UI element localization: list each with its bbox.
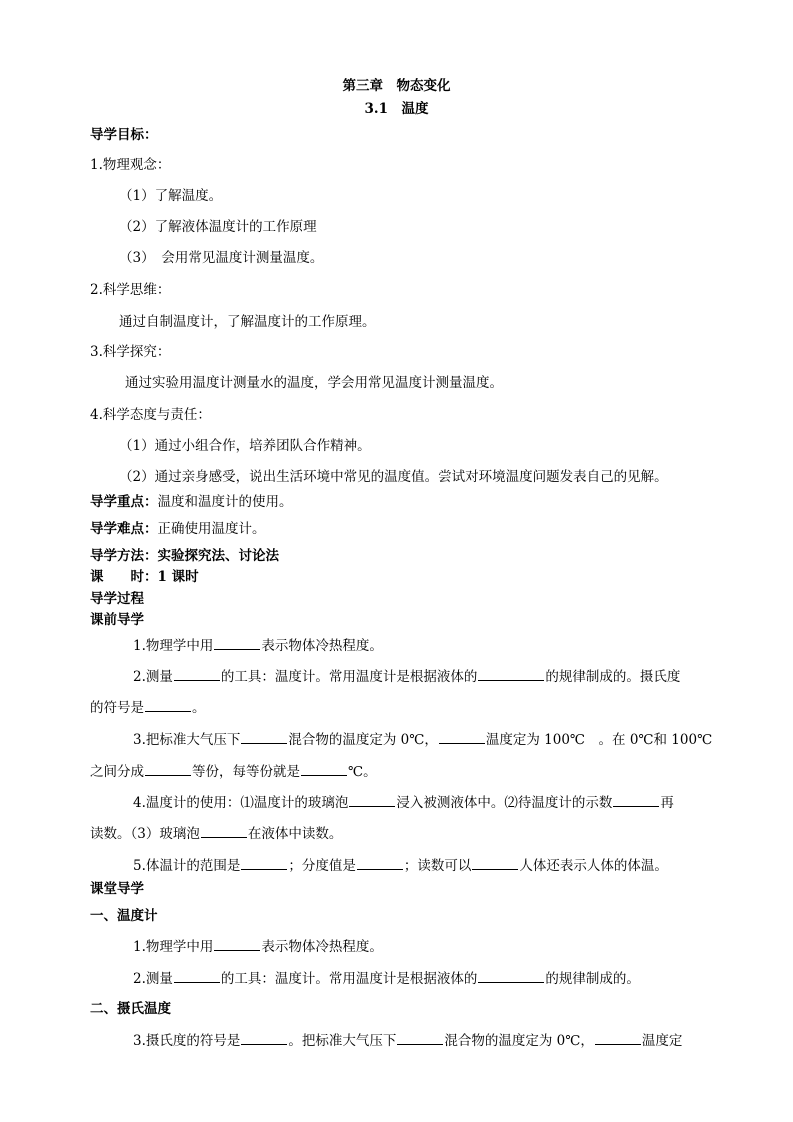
answer-blank[interactable] bbox=[214, 636, 260, 650]
pre-question-2 bbox=[133, 667, 680, 686]
question-text: 混合物的温度定为 0℃， bbox=[444, 1033, 594, 1049]
answer-blank[interactable] bbox=[145, 762, 191, 776]
question-text: 表示物体冷热程度。 bbox=[261, 638, 383, 654]
question-text: 的符号是 bbox=[90, 700, 144, 716]
difficulty-label: 导学难点： bbox=[90, 521, 158, 537]
question-text: 的规律制成的。 bbox=[545, 971, 640, 987]
chapter-title: 第三章 物态变化 bbox=[342, 78, 451, 94]
question-text: 5.体温计的范围是 bbox=[133, 858, 241, 874]
question-text: ；分度值是 bbox=[288, 858, 356, 874]
question-text: 的规律制成的。摄氏度 bbox=[545, 669, 681, 685]
method-line: 导学方法：实验探究法、讨论法 bbox=[90, 548, 279, 564]
answer-blank[interactable] bbox=[595, 1031, 641, 1045]
question-text: 1.物理学中用 bbox=[133, 939, 214, 955]
question-text: 。 bbox=[192, 700, 206, 716]
question-text: 。把标准大气压下 bbox=[288, 1033, 397, 1049]
answer-blank[interactable] bbox=[439, 730, 485, 744]
question-text: 2.测量 bbox=[133, 971, 173, 987]
question-text: ；读数可以 bbox=[403, 858, 472, 874]
pre-question-3 bbox=[133, 730, 712, 749]
question-text: 4.温度计的使用：⑴温度计的玻璃泡 bbox=[133, 795, 349, 811]
goal-category-4: 4.科学态度与责任： bbox=[90, 407, 211, 423]
process-heading: 导学过程 bbox=[90, 591, 144, 607]
goal-category-3: 3.科学探究： bbox=[90, 344, 171, 360]
question-text: 在液体中读数。 bbox=[247, 826, 343, 842]
question-text: 之间分成 bbox=[90, 764, 144, 780]
question-text: 3.把标准大气压下 bbox=[133, 732, 241, 748]
answer-blank[interactable] bbox=[241, 856, 287, 870]
answer-blank[interactable] bbox=[349, 793, 395, 807]
answer-blank[interactable] bbox=[174, 667, 220, 681]
pre-question-3-cont bbox=[90, 762, 377, 781]
goal-item: （1）了解温度。 bbox=[119, 188, 223, 204]
class-question-1 bbox=[133, 937, 383, 956]
answer-blank[interactable] bbox=[214, 937, 260, 951]
section-title: 3.1 温度 bbox=[364, 101, 429, 117]
question-text: 温度定 bbox=[641, 1033, 683, 1049]
goal-item: （3） 会用常见温度计测量温度。 bbox=[119, 250, 324, 266]
difficulty-point bbox=[90, 520, 266, 538]
question-text: 再 bbox=[660, 795, 674, 811]
answer-blank[interactable] bbox=[357, 856, 403, 870]
goal-item: （2）了解液体温度计的工作原理 bbox=[119, 219, 317, 235]
answer-blank[interactable] bbox=[613, 793, 659, 807]
question-text: 浸入被测液体中。⑵待温度计的示数 bbox=[396, 795, 613, 811]
pre-question-1 bbox=[133, 636, 383, 655]
question-text: ℃。 bbox=[348, 764, 377, 780]
period-text: 1 课时 bbox=[157, 569, 199, 585]
question-text: 2.测量 bbox=[133, 669, 173, 685]
difficulty-text: 正确使用温度计。 bbox=[157, 521, 266, 537]
goal-category-1: 1.物理观念： bbox=[90, 157, 171, 173]
class-question-2 bbox=[133, 969, 640, 988]
answer-blank[interactable] bbox=[472, 856, 518, 870]
key-point bbox=[90, 493, 293, 511]
answer-blank[interactable] bbox=[201, 824, 247, 838]
section-heading-celsius: 二、摄氏温度 bbox=[90, 1001, 171, 1017]
question-text: 人体还表示人体的体温。 bbox=[519, 858, 668, 874]
period-label: 课 时： bbox=[90, 569, 158, 585]
question-text: 混合物的温度定为 0℃， bbox=[288, 732, 438, 748]
class-question-3 bbox=[133, 1031, 682, 1050]
pre-question-5 bbox=[133, 856, 668, 875]
goal-category-2: 2.科学思维： bbox=[90, 282, 171, 298]
question-text: 等份，每等份就是 bbox=[192, 764, 300, 780]
goal-text: 通过自制温度计，了解温度计的工作原理。 bbox=[119, 314, 376, 330]
question-text: 温度定为 100℃ 。在 0℃和 100℃ bbox=[485, 732, 713, 748]
answer-blank[interactable] bbox=[478, 969, 544, 983]
key-point-text: 温度和温度计的使用。 bbox=[157, 494, 293, 510]
pre-class-heading: 课前导学 bbox=[90, 612, 144, 628]
question-text: 3.摄氏度的符号是 bbox=[133, 1033, 241, 1049]
answer-blank[interactable] bbox=[397, 1031, 443, 1045]
answer-blank[interactable] bbox=[478, 667, 544, 681]
question-text: 1.物理学中用 bbox=[133, 638, 214, 654]
section-heading-thermometer: 一、温度计 bbox=[90, 908, 158, 924]
in-class-heading: 课堂导学 bbox=[90, 881, 144, 897]
goal-item: （1）通过小组合作，培养团队合作精神。 bbox=[119, 438, 371, 454]
goal-text: 通过实验用温度计测量水的温度，学会用常见温度计测量温度。 bbox=[125, 375, 503, 391]
pre-question-4-cont bbox=[90, 824, 342, 843]
pre-question-4 bbox=[133, 793, 674, 812]
question-text: 的工具：温度计。常用温度计是根据液体的 bbox=[220, 669, 478, 685]
answer-blank[interactable] bbox=[241, 1031, 287, 1045]
question-text: 读数。（3）玻璃泡 bbox=[90, 826, 200, 842]
period-line bbox=[90, 568, 199, 586]
answer-blank[interactable] bbox=[174, 969, 220, 983]
pre-question-2-cont bbox=[90, 698, 206, 717]
answer-blank[interactable] bbox=[145, 698, 191, 712]
answer-blank[interactable] bbox=[301, 762, 347, 776]
question-text: 的工具：温度计。常用温度计是根据液体的 bbox=[220, 971, 478, 987]
goals-heading: 导学目标： bbox=[90, 127, 158, 143]
question-text: 表示物体冷热程度。 bbox=[261, 939, 383, 955]
key-point-label: 导学重点： bbox=[90, 494, 158, 510]
answer-blank[interactable] bbox=[241, 730, 287, 744]
goal-item: （2）通过亲身感受，说出生活环境中常见的温度值。尝试对环境温度问题发表自己的见解。 bbox=[119, 469, 668, 485]
